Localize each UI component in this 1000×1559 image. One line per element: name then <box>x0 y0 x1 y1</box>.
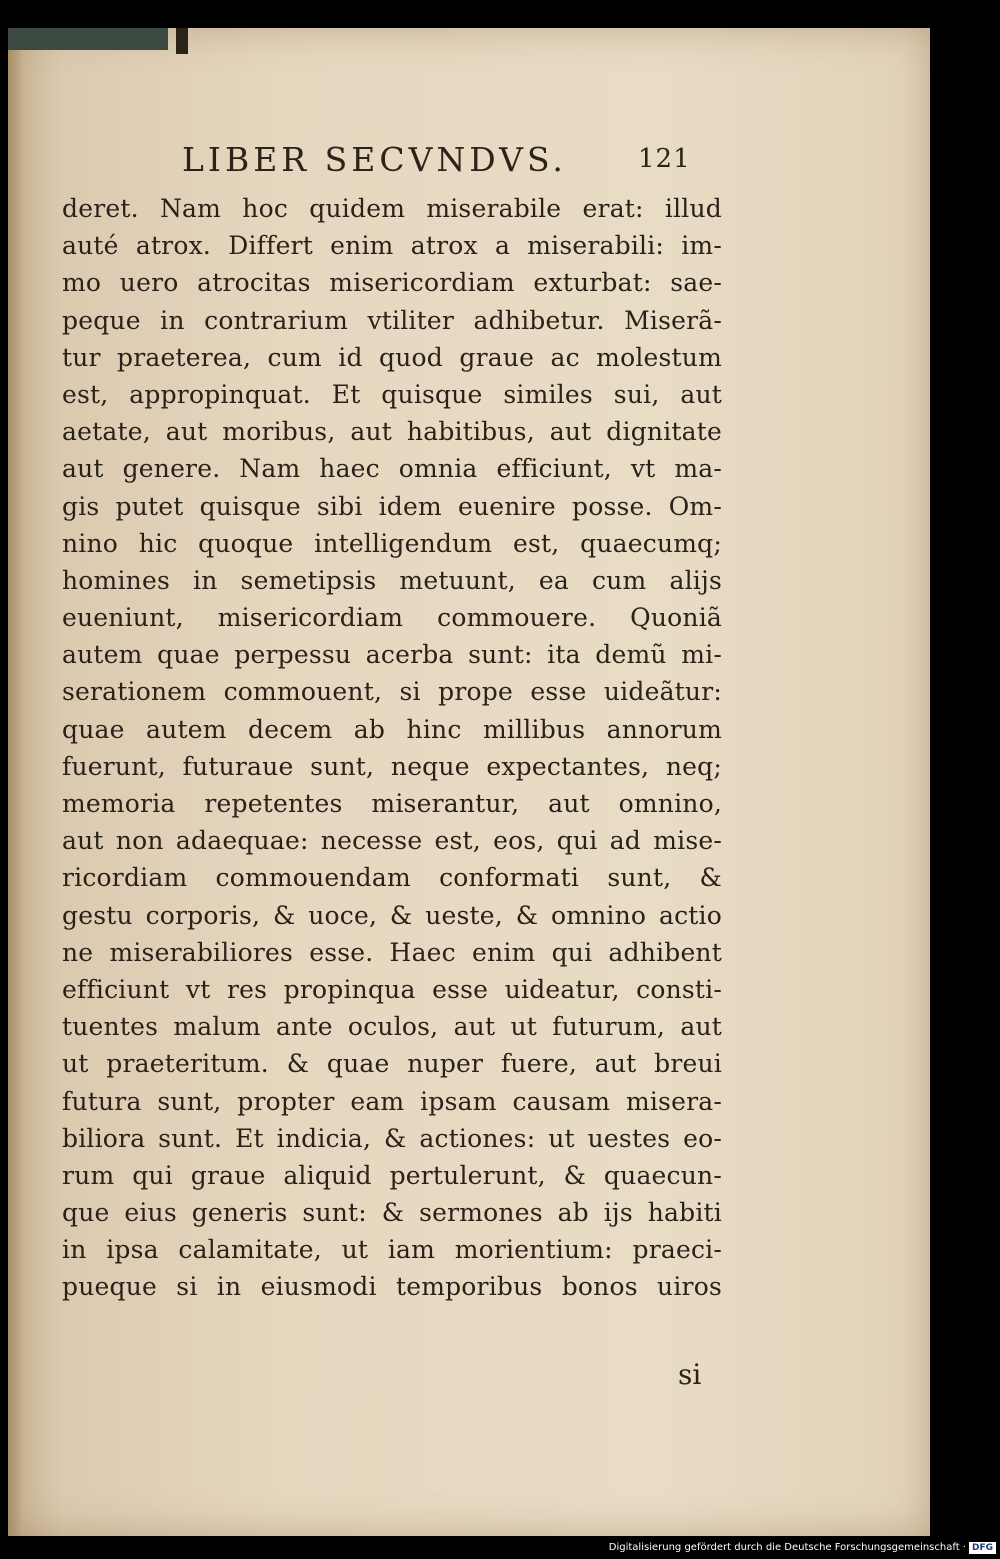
text-line: tur praeterea, cum id quod graue ac molestum <box>62 342 722 372</box>
text-line: rum qui graue aliquid pertulerunt, & quaecun- <box>62 1160 722 1190</box>
text-line: tuentes malum ante oculos, aut ut futurum, aut <box>62 1012 722 1042</box>
text-line: aetate, aut moribus, aut habitibus, aut dignitate <box>62 417 722 447</box>
text-line: aut genere. Nam haec omnia efficiunt, vt ma- <box>62 454 722 484</box>
catchword: si <box>678 1358 702 1391</box>
text-line: gis putet quisque sibi idem euenire posse. Om- <box>62 491 722 521</box>
text-line: quae autem decem ab hinc millibus annorum <box>62 714 722 744</box>
digitization-credit <box>609 1541 996 1555</box>
text-line: ne miserabiliores esse. Haec enim qui adhibent <box>62 937 722 967</box>
text-line: gestu corporis, & uoce, & ueste, & omnino actio <box>62 900 722 930</box>
text-line: nino hic quoque intelligendum est, quaecumq; <box>62 528 722 558</box>
text-line: memoria repetentes miserantur, aut omnino, <box>62 789 722 818</box>
text-line: peque in contrarium vtiliter adhibetur. Miserã- <box>62 305 722 335</box>
running-head <box>8 140 930 184</box>
text-line: autem quae perpessu acerba sunt: ita demũ mi- <box>62 640 722 670</box>
text-line: ut praeteritum. & quae nuper fuere, aut breui <box>62 1049 722 1079</box>
running-head-title: LIBER SECVNDVS. <box>182 140 567 179</box>
binding-mark <box>176 28 188 54</box>
text-line: ricordiam commouendam conformati sunt, & <box>62 863 722 893</box>
text-line: fuerunt, futuraue sunt, neque expectantes, neq; <box>62 751 722 781</box>
text-line: deret. Nam hoc quidem miserabile erat: illud <box>62 194 722 223</box>
text-line: aut non adaequae: necesse est, eos, qui ad mise- <box>62 826 722 856</box>
text-line: homines in semetipsis metuunt, ea cum alijs <box>62 565 722 595</box>
text-line: est, appropinquat. Et quisque similes sui, aut <box>62 379 722 409</box>
dfg-logo: DFG <box>969 1542 996 1554</box>
text-line: in ipsa calamitate, ut iam morientium: praeci- <box>62 1235 722 1265</box>
credit-text: Digitalisierung gefördert durch die Deutsche Forschungsgemeinschaft · <box>608 1542 966 1553</box>
text-line: pueque si in eiusmodi temporibus bonos uiros <box>62 1272 722 1302</box>
page-number: 121 <box>638 144 691 174</box>
text-line: mo uero atrocitas misericordiam exturbat: sae- <box>62 268 722 298</box>
text-line: serationem commouent, si prope esse uideãtur: <box>62 677 722 707</box>
page-top-edge <box>8 28 168 50</box>
text-line: eueniunt, misericordiam commouere. Quoniã <box>62 603 722 633</box>
text-line: auté atrox. Differt enim atrox a miserabili: im- <box>62 231 722 261</box>
text-line: que eius generis sunt: & sermones ab ijs habiti <box>62 1198 722 1228</box>
text-block <box>62 190 722 1306</box>
text-line: biliora sunt. Et indicia, & actiones: ut uestes eo- <box>62 1123 722 1153</box>
text-line: futura sunt, propter eam ipsam causam misera- <box>62 1086 722 1116</box>
text-line: efficiunt vt res propinqua esse uideatur, consti- <box>62 974 722 1004</box>
book-page <box>8 28 930 1536</box>
